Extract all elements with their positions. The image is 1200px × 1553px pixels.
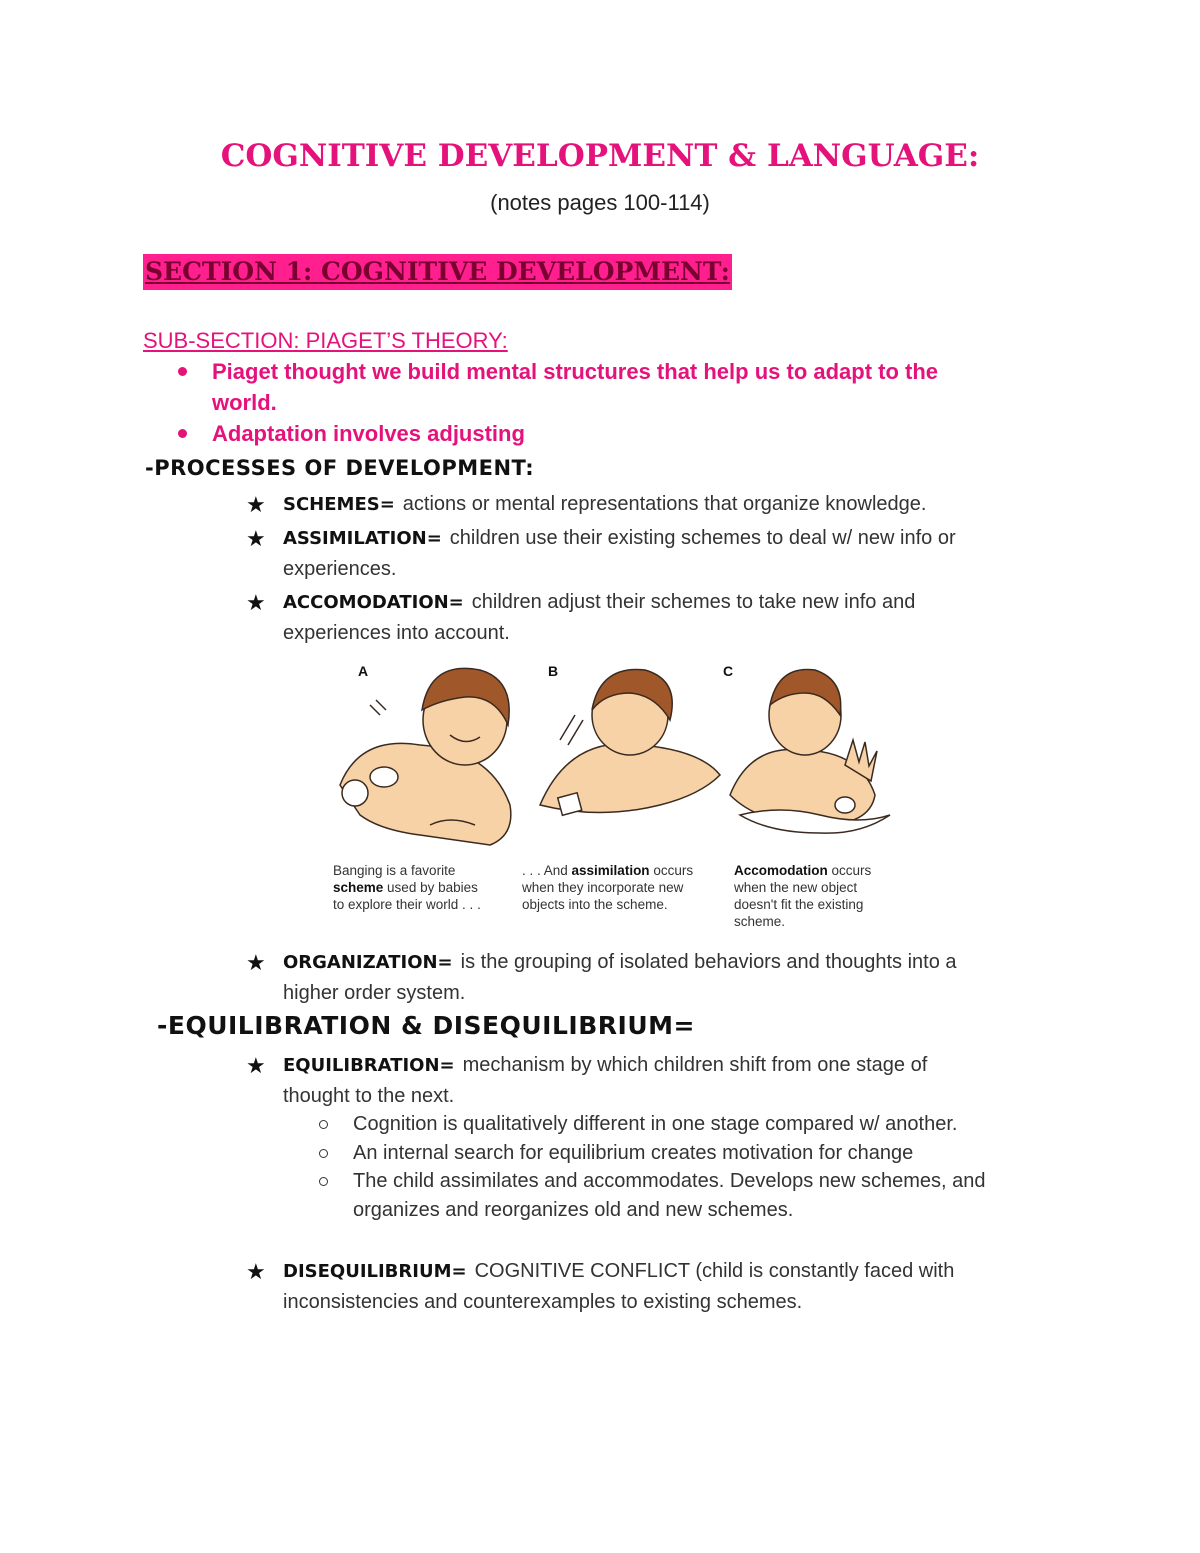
equilibration-item <box>246 1050 1063 1112</box>
panel-a-baby <box>340 668 511 845</box>
circle-bullet-icon <box>319 1149 328 1158</box>
process-item <box>246 523 1063 585</box>
figure-caption <box>522 862 712 913</box>
bullet-dot-icon <box>178 429 187 438</box>
caption-bold: scheme <box>333 880 384 895</box>
baby-illustration <box>300 655 910 855</box>
bullet-dot-icon <box>178 367 187 376</box>
panel-label: A <box>358 663 369 679</box>
equilibration-term: EQUILIBRATION= <box>283 1055 455 1076</box>
star-icon: ★ <box>246 526 266 551</box>
caption-line: to explore their world . . . <box>333 897 481 912</box>
caption-bold: Accomodation <box>734 863 828 878</box>
panel-label: C <box>723 663 734 679</box>
caption-bold: assimilation <box>571 863 650 878</box>
process-definition: actions or mental representations that organize knowledge. <box>402 493 927 515</box>
star-icon: ★ <box>246 1259 266 1284</box>
bullet-text: Adaptation involves adjusting <box>212 421 525 446</box>
star-icon: ★ <box>246 590 266 615</box>
disequilibrium-definition: COGNITIVE CONFLICT (child is constantly faced with <box>474 1260 955 1282</box>
bullet-text: world. <box>212 390 277 415</box>
figure-caption <box>333 862 523 913</box>
subitem-text: An internal search for equilibrium creates motivation for change <box>353 1142 914 1164</box>
caption-line <box>734 862 924 879</box>
equilibration-subitem <box>353 1110 1053 1139</box>
caption-text: occurs <box>649 863 694 878</box>
process-definition: is the grouping of isolated behaviors and thoughts into a <box>460 951 957 973</box>
process-item <box>246 489 1063 520</box>
equilibration-definition: mechanism by which children shift from one stage of <box>462 1054 928 1076</box>
caption-line: Banging is a favorite <box>333 863 456 878</box>
equilibration-subitem <box>353 1167 1053 1225</box>
caption-line: objects into the scheme. <box>522 897 668 912</box>
caption-text: used by babies <box>383 880 478 895</box>
document-subtitle: (notes pages 100-114) <box>490 190 710 215</box>
process-term: SCHEMES= <box>283 494 395 515</box>
star-icon: ★ <box>246 950 266 975</box>
disequilibrium-term: DISEQUILIBRIUM= <box>283 1261 467 1282</box>
bullet-item <box>212 418 1032 449</box>
caption-text: . . . And <box>522 863 572 878</box>
process-definition: children use their existing schemes to deal w/ new info or <box>449 527 956 549</box>
disequilibrium-definition-cont: inconsistencies and counterexamples to existing schemes. <box>283 1291 803 1313</box>
caption-line <box>333 879 523 896</box>
figure-caption <box>734 862 924 930</box>
equilibration-definition-cont: thought to the next. <box>283 1085 455 1107</box>
document-title: COGNITIVE DEVELOPMENT & LANGUAGE: <box>220 138 980 174</box>
process-term: ORGANIZATION= <box>283 952 453 973</box>
subsection-heading: SUB-SECTION: PIAGET’S THEORY: <box>143 328 508 353</box>
equilibration-heading: -EQUILIBRATION & DISEQUILIBRIUM= <box>157 1011 695 1040</box>
bullet-text: Piaget thought we build mental structures that help us to adapt to the <box>212 359 939 384</box>
subitem-text: Cognition is qualitatively different in one stage compared w/ another. <box>353 1113 958 1135</box>
caption-text: occurs <box>827 863 872 878</box>
process-item <box>246 947 1063 1009</box>
section-heading: SECTION 1: COGNITIVE DEVELOPMENT: <box>143 254 732 290</box>
subitem-text: The child assimilates and accommodates. Develops new schemes, and <box>353 1170 986 1192</box>
process-definition-cont: experiences into account. <box>283 622 510 644</box>
process-item <box>246 587 1063 649</box>
bullet-item <box>212 356 1032 418</box>
process-definition: children adjust their schemes to take new info and <box>471 591 916 613</box>
star-icon: ★ <box>246 1053 266 1078</box>
panel-c-baby <box>730 669 890 833</box>
process-term: ACCOMODATION= <box>283 592 464 613</box>
circle-bullet-icon <box>319 1177 328 1186</box>
caption-line: scheme. <box>734 914 786 929</box>
disequilibrium-item <box>246 1256 1063 1318</box>
caption-line <box>522 862 712 879</box>
caption-line: when the new object <box>734 880 858 895</box>
piaget-illustration <box>300 655 910 935</box>
circle-bullet-icon <box>319 1120 328 1129</box>
process-term: ASSIMILATION= <box>283 528 442 549</box>
subitem-text: organizes and reorganizes old and new schemes. <box>353 1199 794 1221</box>
panel-b-baby <box>540 670 720 816</box>
star-icon: ★ <box>246 492 266 517</box>
caption-line: doesn't fit the existing <box>734 897 864 912</box>
caption-line: when they incorporate new <box>522 880 684 895</box>
process-definition-cont: experiences. <box>283 558 397 580</box>
panel-label: B <box>548 663 559 679</box>
process-definition-cont: higher order system. <box>283 982 466 1004</box>
equilibration-subitem <box>353 1139 1053 1168</box>
processes-heading: -PROCESSES OF DEVELOPMENT: <box>145 456 535 480</box>
